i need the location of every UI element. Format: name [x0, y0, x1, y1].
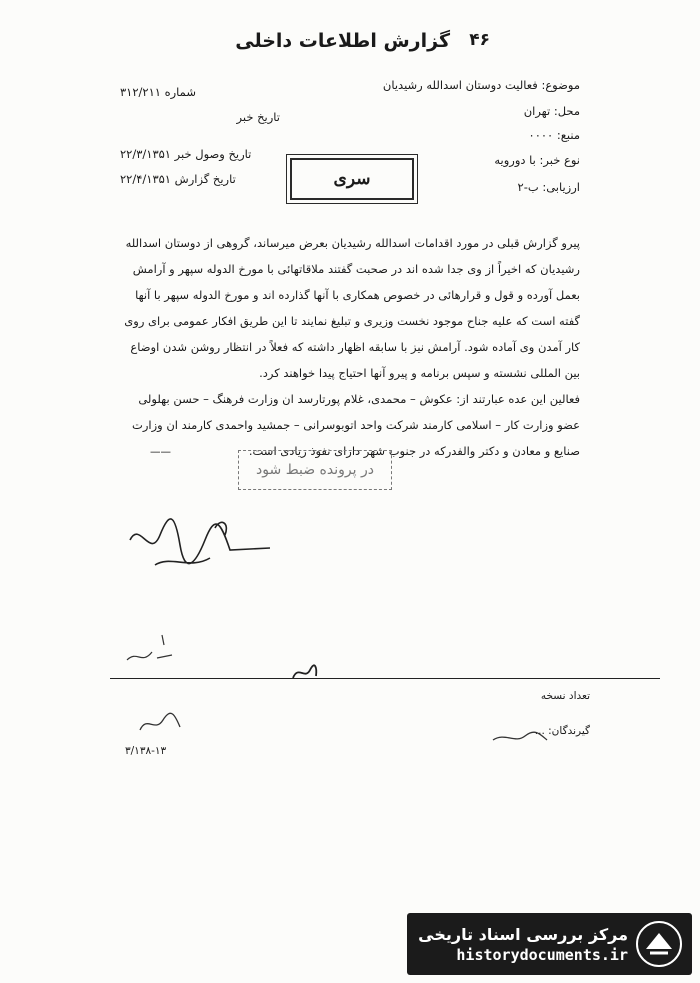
method-field: نوع خبر: با دورویه [494, 153, 580, 167]
copies-field: تعداد نسخه [540, 690, 590, 702]
handwriting-icon [490, 728, 550, 748]
report-number-mark: ۴۶ [469, 30, 490, 50]
body-line: صنایع و معادن و دکتر والفدرکه در جنوب شهر دارای نفوذ زیادی است. [248, 444, 580, 458]
watermark-url: historydocuments.ir [456, 945, 628, 964]
signature [120, 510, 300, 580]
classified-stamp: سری [290, 158, 414, 200]
handwriting-icon [122, 630, 182, 670]
report-date-field: تاریخ گزارش ۲۲/۴/۱۳۵۱ [120, 172, 236, 186]
body-line: پیرو گزارش قبلی در مورد اقدامات اسدالله رشیدیان بعرض میرساند، گروهی از دوستان اسدالله [125, 236, 580, 250]
received-date-field: تاریخ وصول خبر ۲۲/۳/۱۳۵۱ [120, 147, 252, 161]
handwriting-icon [135, 705, 185, 740]
received-stamp: در پرونده ضبط شود [238, 450, 392, 490]
signature-scribble-icon [120, 510, 300, 580]
number-field: شماره ۳۱۲/۲۱۱ [120, 85, 196, 99]
watermark-banner [407, 913, 692, 975]
date-label: تاریخ خبر [236, 110, 280, 124]
source-field: منبع: ۰۰۰۰ [528, 128, 580, 142]
body-line: فعالین این عده عبارتند از: عکوش – محمدی، غلام پورتارسد ان وزارت فرهنگ – حسن بهلولی [138, 392, 580, 406]
handwriting-icon [290, 660, 320, 685]
margin-note [490, 728, 550, 748]
place-field: محل: تهران [523, 104, 580, 118]
archive-logo-icon [634, 919, 684, 969]
report-title: گزارش اطلاعات داخلی [235, 30, 450, 52]
margin-note [122, 630, 182, 670]
margin-note [290, 660, 320, 685]
body-line: عضو وزارت کار – اسلامی کارمند شرکت واحد اتوبوسرانی – جمشید واحمدی کارمند ان وزارت [132, 418, 580, 432]
body-line: گفته است که علیه جناح موجود نخست وزیری و تبلیغ نمایند تا این طریق افکار عمومی برای روی [124, 314, 580, 328]
body-line: رشیدیان که اخیراً از وی جدا شده اند در صحبت گفتند ملاقاتهائی با مورخ الدوله سپهر و آرامش [132, 262, 580, 276]
watermark-label: مرکز بررسی اسناد تاریخی [418, 924, 628, 944]
footer-divider [110, 678, 660, 679]
closing-mark: —— [150, 446, 171, 458]
evaluation-field: ارزیابی: ب-۲ [517, 180, 580, 194]
distribution-field: گیرندگان: ... [534, 725, 590, 737]
body-line: بعمل آورده و قول و قرارهائی در خصوص همکاری با آنها گذارده اند و مورخ الدوله سپهر با آنها [135, 288, 580, 302]
body-line: کار آمدن وی آماده شود. آرامش نیز با سابقه اظهار داشته که فعلاً در انتظار روشن شدن اوضاع [130, 340, 580, 354]
body-line: بین المللی نشسته و سپس برنامه و پیرو آنها احتیاج پیدا خواهند کرد. [259, 366, 580, 380]
margin-note [135, 705, 185, 740]
subject-field: موضوع: فعالیت دوستان اسدالله رشیدیان [382, 78, 580, 92]
file-number: ۳/۱۳۸-۱۳ [125, 745, 167, 757]
